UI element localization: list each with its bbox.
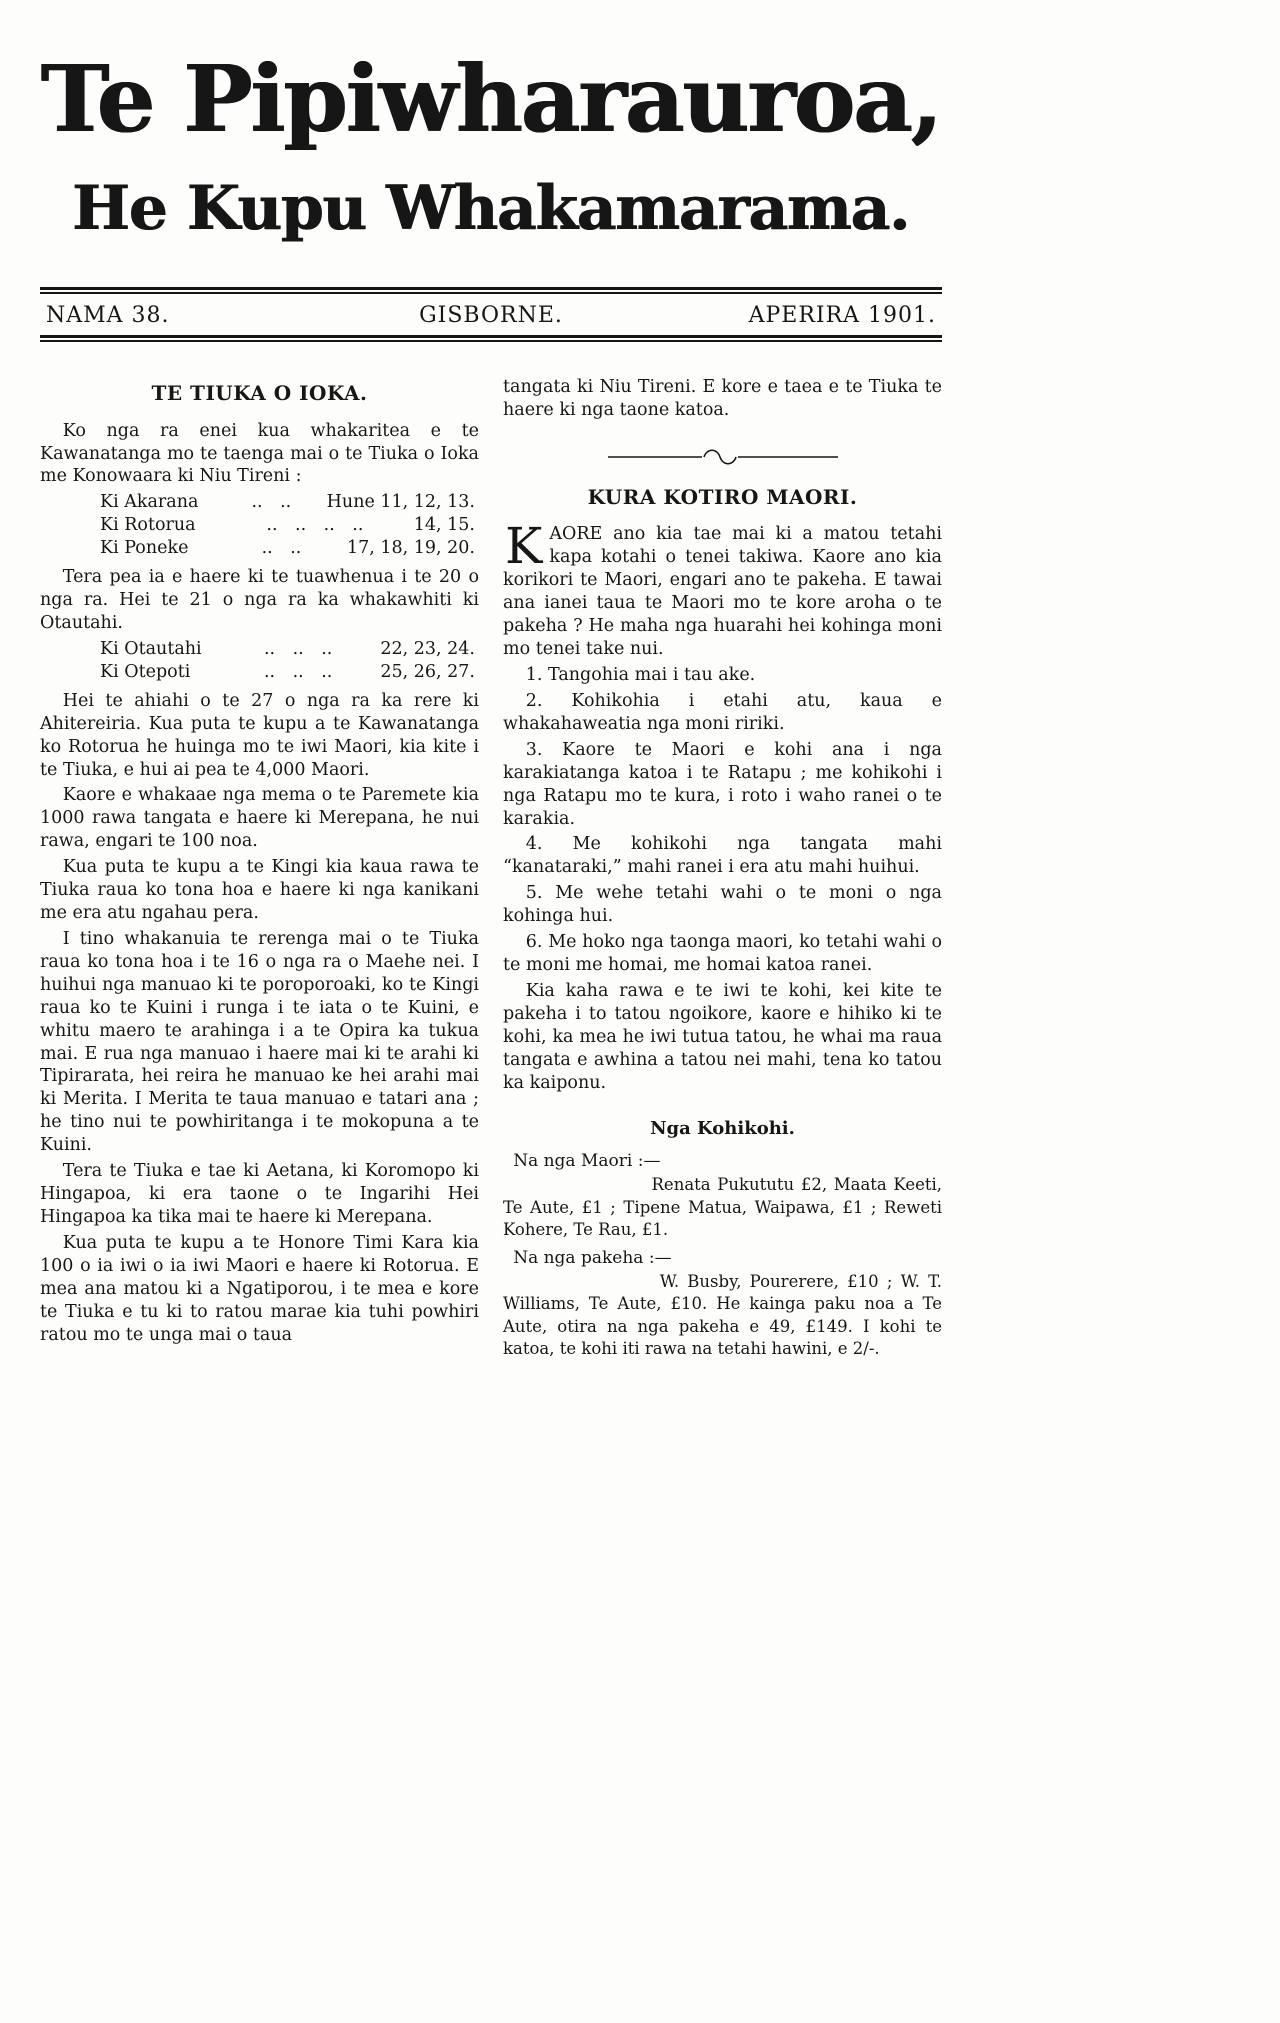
itinerary-list-south: [40, 638, 479, 684]
paragraph: Hei te ahiahi o te 27 o nga ra ka rere ki Ahitereiria. Kua puta te kupu a te Kawanatanga ko Rotorua he huinga mo te iwi Maori, kia kite i te Tiuka, e hui ai pea te 4,000 Maori.: [40, 690, 479, 780]
list-item: 5. Me wehe tetahi wahi o te moni o nga kohinga hui.: [503, 883, 942, 927]
schedule-place: Ki Rotorua: [100, 515, 196, 536]
schedule-row: [40, 661, 479, 684]
schedule-row: [40, 537, 479, 560]
dot-leader: .. .. .. ..: [266, 515, 364, 536]
list-item: 3. Kaore te Maori e kohi ana i nga karakiatanga katoa i te Ratapu ; me kohikohi i nga Ratapu mo te kura, i roto i waho ranei o te karakia.: [503, 739, 942, 829]
schedule-row: [40, 491, 479, 514]
paragraph: I tino whakanuia te rerenga mai o te Tiuka raua ko tona hoa i te 16 o nga ra o Maehe nei. I huihui nga manuao ki te poroporoaki, ko te Kingi raua ko te Kuini i runga i te iata o te Kuini, e whitu maero te arahinga i a te Opira ka tukua mai. E rua nga manuao i haere mai ki te arahi ki Tipirarata, hei reira he manuao ke hei arahi mai ki Merita. I Merita te taua manuao e tatari ana ; he tino nui te powhiritanga i te mokopuna a te Kuini.: [40, 928, 479, 1156]
schedule-dates: 14, 15.: [413, 515, 475, 536]
place-name: GISBORNE.: [419, 303, 563, 329]
dot-leader: .. ..: [261, 538, 302, 559]
article-columns: [40, 376, 942, 1365]
list-item: 6. Me hoko nga taonga maori, ko tetahi wahi o te moni me homai, me homai katoa ranei.: [503, 932, 942, 976]
paragraph: Kua puta te kupu a te Kingi kia kaua rawa te Tiuka raua ko tona hoa e haere ki nga kanikani me era atu ngahau pera.: [40, 857, 479, 924]
paragraph: Kua puta te kupu a te Honore Timi Kara kia 100 o ia iwi o ia iwi Maori e haere ki Rotorua. E mea ana matou ki a Ngatiporou, i te mea e kore te Tiuka e tu ki to ratou marae kia tuhi powhiri ratou mo te unga mai o taua: [40, 1232, 479, 1345]
drop-cap: K: [505, 517, 543, 576]
right-column: [503, 376, 942, 1365]
schedule-place: Ki Otautahi: [100, 638, 202, 659]
issue-number: NAMA 38.: [46, 303, 170, 329]
left-column: [40, 376, 479, 1365]
lead-text: AORE ano kia tae mai ki a matou tetahi kapa kotahi o tenei takiwa. Kaore ano kia korikori te Maori, engari ano te pakeha. E tawai ana ianei taua te Maori mo te kore aroha o te pakeha ? He maha nga huarahi hei kohinga moni mo tenei take nui.: [503, 524, 942, 660]
dot-leader: .. .. ..: [263, 661, 333, 682]
schedule-row: [40, 514, 479, 537]
paragraph: Tera pea ia e haere ki te tuawhenua i te 20 o nga ra. Hei te 21 o nga ra ka whakawhiti ki Otautahi.: [40, 567, 479, 633]
list-item: 1. Tangohia mai i tau ake.: [525, 664, 756, 685]
paragraph-continuation: tangata ki Niu Tireni. E kore e taea e te Tiuka te haere ki nga taone katoa.: [503, 377, 942, 421]
dot-leader: .. ..: [251, 492, 292, 513]
subheading-kohikohi: Nga Kohikohi.: [650, 1117, 795, 1139]
dot-leader: .. .. ..: [263, 638, 333, 659]
donor-group-label: Na nga Maori :—: [513, 1151, 661, 1172]
schedule-place: Ki Poneke: [100, 538, 189, 559]
masthead-title: Te Pipiwharauroa,: [40, 45, 941, 153]
schedule-row: [40, 638, 479, 661]
masthead: [40, 45, 942, 245]
schedule-dates: 17, 18, 19, 20.: [346, 538, 475, 559]
divider-ornament-icon: [608, 448, 838, 466]
itinerary-list-north: [40, 491, 479, 560]
donor-group-label: Na nga pakeha :—: [513, 1247, 672, 1268]
issue-date: APERIRA 1901.: [748, 303, 936, 329]
list-item: 4. Me kohikohi nga tangata mahi “kanataraki,” mahi ranei i era atu mahi huihui.: [503, 834, 942, 878]
paragraph: Tera te Tiuka e tae ki Aetana, ki Koromopo ki Hingapoa, ki era taone o te Ingarihi Hei Hingapoa ka tika mai te haere ki Merepana.: [40, 1161, 479, 1228]
list-item: 2. Kohikohia i etahi atu, kaua e whakahaweatia nga moni ririki.: [503, 690, 942, 734]
schedule-dates: 22, 23, 24.: [380, 638, 475, 659]
article-heading-tiuka: TE TIUKA O IOKA.: [151, 381, 368, 406]
donor-list: Renata Pukututu £2, Maata Keeti, Te Aute, £1 ; Tipene Matua, Waipawa, £1 ; Reweti Kohere, Te Rau, £1.: [503, 1175, 942, 1240]
dateline: [40, 294, 942, 335]
masthead-subtitle: He Kupu Whakamarama.: [72, 173, 910, 245]
bottom-double-rule: [40, 335, 942, 342]
donor-list: W. Busby, Pourerere, £10 ; W. T. Williams, Te Aute, £10. He kainga paku noa a Te Aute, otira na nga pakeha e 49, £149. I kohi te katoa, te kohi iti rawa na tetahi hawini, e 2/-.: [503, 1271, 942, 1359]
schedule-place: Ki Otepoti: [100, 661, 191, 682]
schedule-dates: Hune 11, 12, 13.: [326, 492, 475, 513]
paragraph-intro: Ko nga ra enei kua whakaritea e te Kawanatanga mo te taenga mai o te Tiuka o Ioka me Konowaara ki Niu Tireni :: [40, 420, 479, 487]
paragraph-lead: [503, 517, 942, 661]
paragraph-closing: Kia kaha rawa e te iwi te kohi, kei kite te pakeha i to tatou ngoikore, kaore e hihiko ki te kohi, ka mea he iwi tutua tatou, he whai ma raua tangata e awhina a tatou nei mahi, tena ko tatou ka kaiponu.: [503, 980, 942, 1093]
schedule-place: Ki Akarana: [100, 492, 199, 513]
newspaper-page: [40, 0, 942, 1366]
schedule-dates: 25, 26, 27.: [380, 661, 475, 682]
section-divider: [503, 448, 942, 466]
paragraph: Kaore e whakaae nga mema o te Paremete kia 1000 rawa tangata e haere ki Merepana, he nui rawa, engari te 100 noa.: [40, 785, 479, 852]
top-double-rule: [40, 287, 942, 294]
article-heading-kura: KURA KOTIRO MAORI.: [587, 485, 858, 510]
